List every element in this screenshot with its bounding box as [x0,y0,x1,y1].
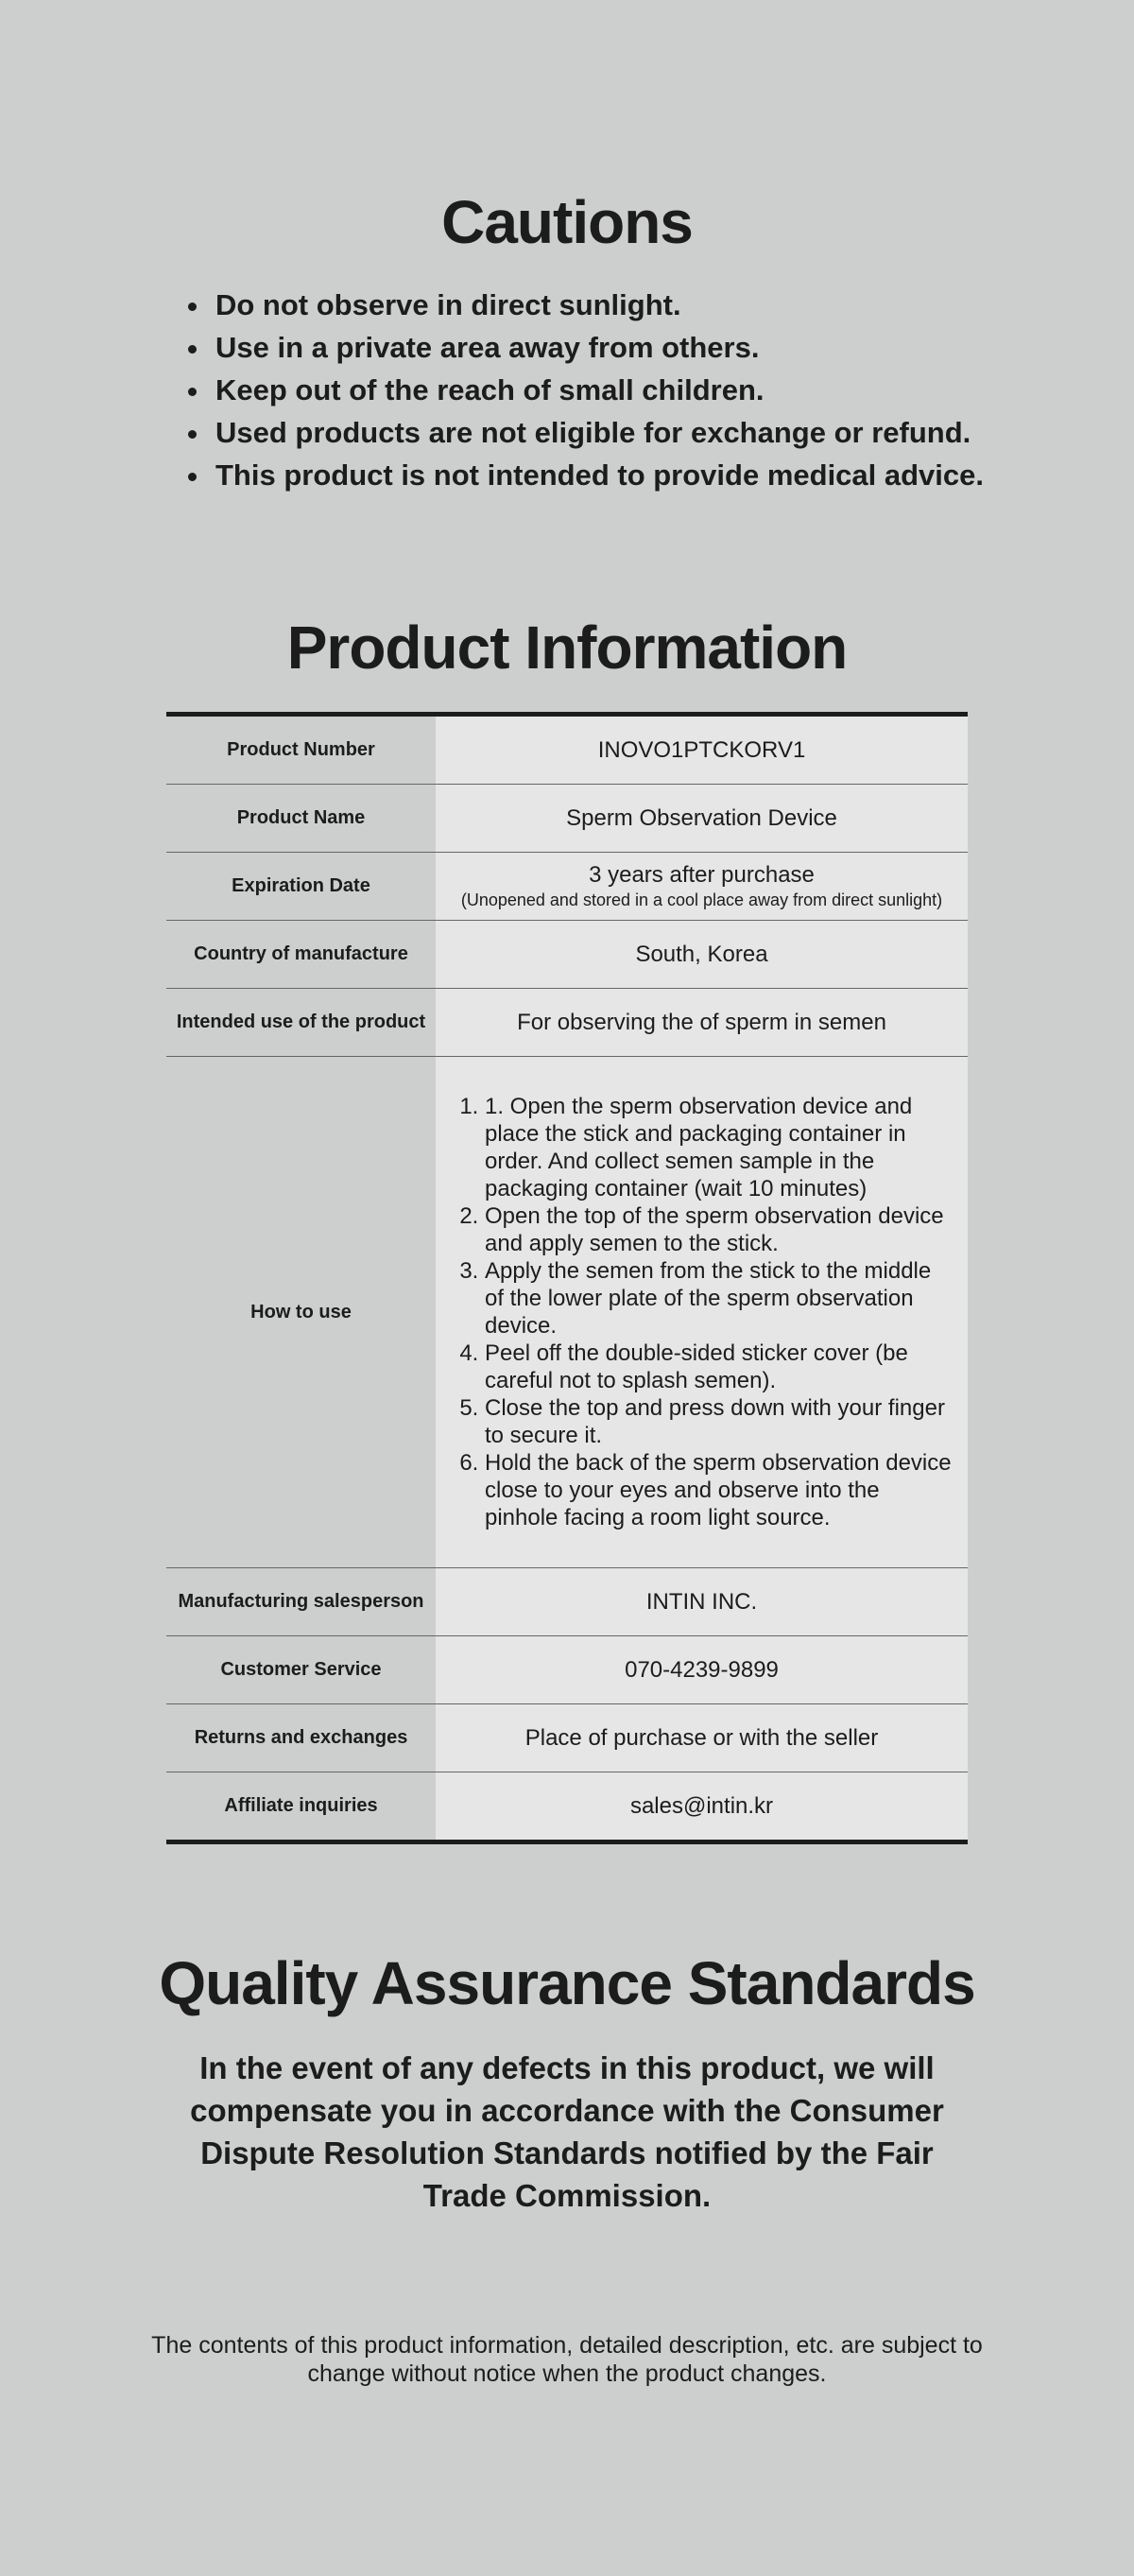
row-label-affiliate: Affiliate inquiries [166,1772,436,1842]
row-value-affiliate: sales@intin.kr [436,1772,968,1842]
table-row [166,921,968,989]
row-value-product-name: Sperm Observation Device [436,785,968,853]
cautions-list [166,284,1062,496]
row-label-salesperson: Manufacturing salesperson [166,1568,436,1636]
quality-assurance-title: Quality Assurance Standards [159,1949,975,2017]
table-row [166,785,968,853]
row-value-country: South, Korea [436,921,968,989]
how-to-step: 2. Open the top of the sperm observation device and apply semen to the stick. [485,1202,954,1257]
how-to-use-steps [455,1093,954,1531]
how-to-step: 4. Peel off the double-sided sticker cover (be careful not to splash semen). [485,1340,954,1394]
row-label-returns: Returns and exchanges [166,1704,436,1772]
row-value-salesperson: INTIN INC. [436,1568,968,1636]
caution-item: • Use in a private area away from others. [212,326,1062,369]
quality-assurance-text: In the event of any defects in this product, we will compensate you in accordance with the Consumer Dispute Resolution Standards notified by the Fair Trade Commission. [190,2050,944,2213]
row-value-intended-use: For observing the of sperm in semen [436,989,968,1057]
row-value-expiration-date [436,853,968,921]
table-row [166,1636,968,1704]
row-value-returns: Place of purchase or with the seller [436,1704,968,1772]
product-information-table [166,712,968,1844]
caution-item: • Used products are not eligible for exchange or refund. [212,411,1062,454]
row-label-how-to-use: How to use [166,1057,436,1568]
caution-item: • This product is not intended to provide medical advice. [212,454,1062,496]
product-information-title: Product Information [286,614,848,682]
how-to-step: 5. Close the top and press down with your finger to secure it. [485,1394,954,1449]
table-row [166,989,968,1057]
row-label-customer-service: Customer Service [166,1636,436,1704]
how-to-step: 1. 1. Open the sperm observation device and place the stick and packaging container in order. And collect semen sample in the packaging container (wait 10 minutes) [485,1093,954,1202]
change-notice-text: The contents of this product information, detailed description, etc. are subject to change without notice when the product changes. [151,2332,983,2387]
table-row [166,1568,968,1636]
row-value-product-number: INOVO1PTCKORV1 [436,715,968,785]
row-label-product-name: Product Name [166,785,436,853]
expiration-note: (Unopened and stored in a cool place away from direct sunlight) [460,890,943,909]
how-to-step: 6. Hold the back of the sperm observation device close to your eyes and observe into the pinhole facing a room light source. [485,1449,954,1531]
row-label-product-number: Product Number [166,715,436,785]
row-value-customer-service: 070-4239-9899 [436,1636,968,1704]
row-label-expiration-date: Expiration Date [166,853,436,921]
table-row [166,1704,968,1772]
how-to-step: 3. Apply the semen from the stick to the middle of the lower plate of the sperm observation device. [485,1257,954,1340]
row-value-how-to-use [436,1057,968,1568]
table-row [166,853,968,921]
cautions-title: Cautions [441,188,693,256]
table-row [166,715,968,785]
expiration-value: 3 years after purchase [589,862,815,888]
caution-item: • Do not observe in direct sunlight. [212,284,1062,326]
table-row [166,1057,968,1568]
row-label-intended-use: Intended use of the product [166,989,436,1057]
table-row [166,1772,968,1842]
caution-item: • Keep out of the reach of small children. [212,369,1062,411]
row-label-country: Country of manufacture [166,921,436,989]
